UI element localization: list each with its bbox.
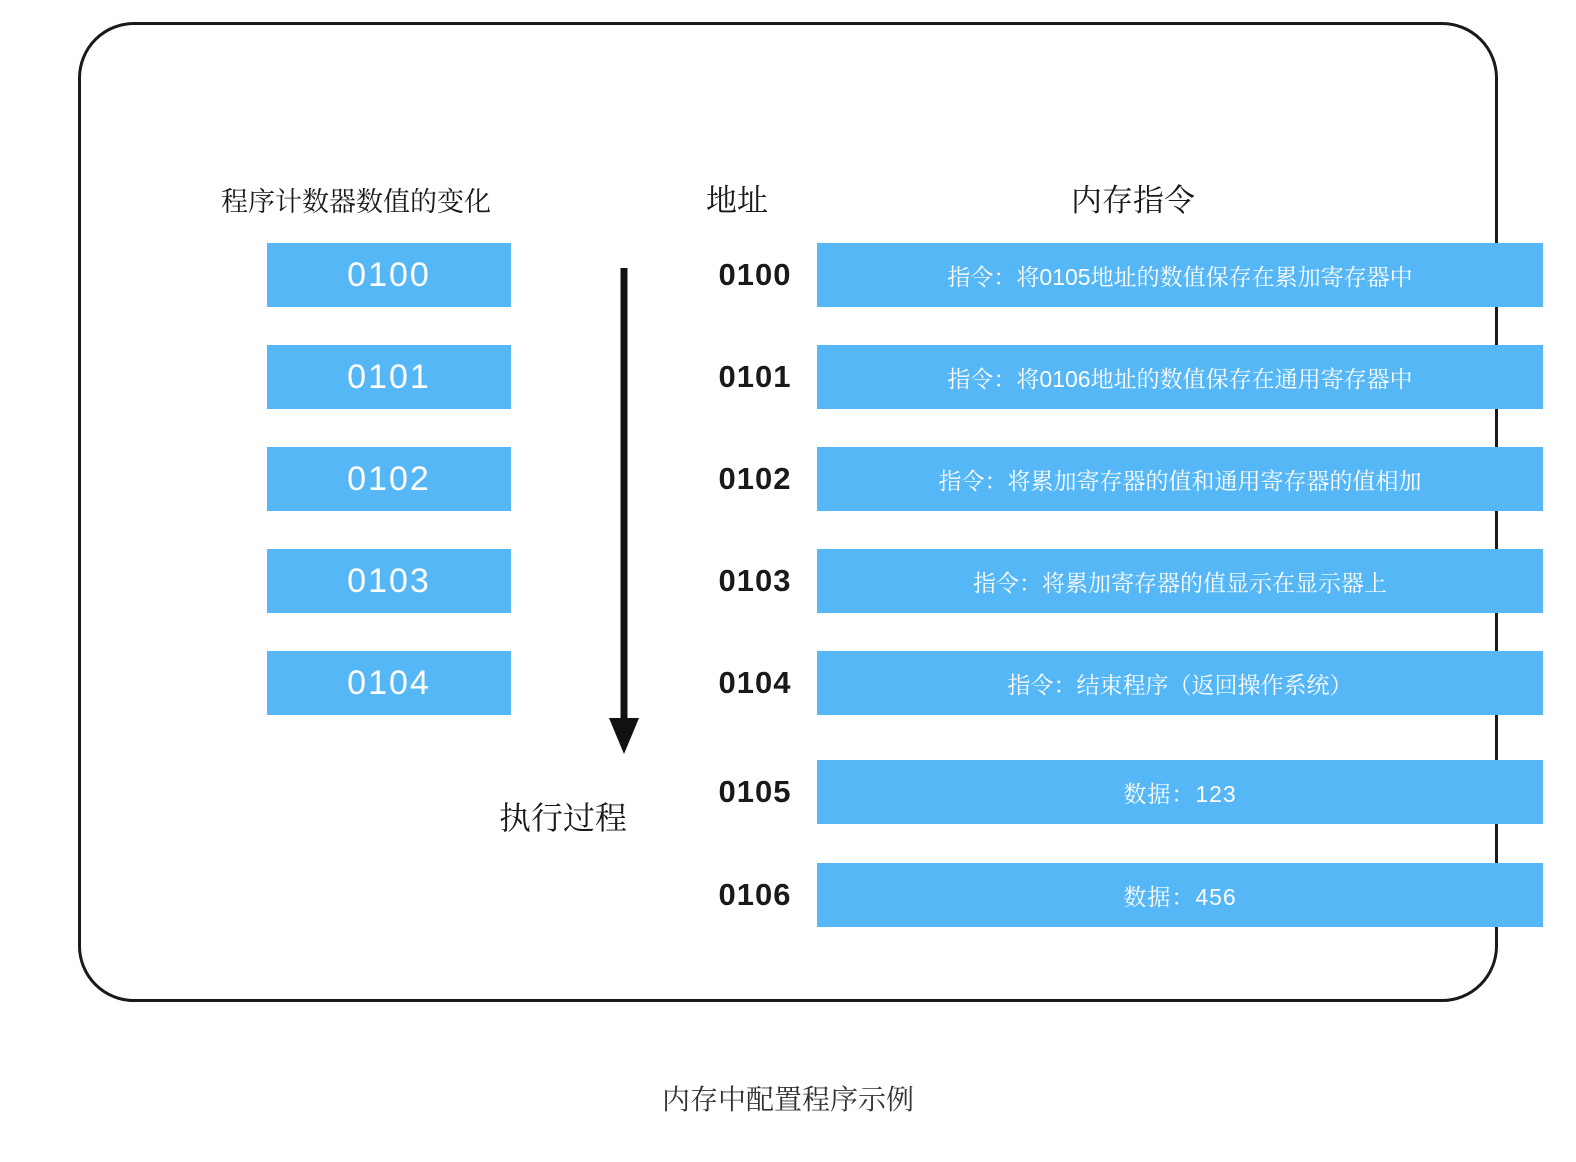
memory-column-header: 内存指令 [1071,183,1195,218]
address-label: 0100 [718,257,792,292]
execution-flow-arrow-icon [606,268,646,758]
address-label: 0106 [718,877,792,912]
memory-row: 指令：将0105地址的数值保存在累加寄存器中 [817,243,1543,307]
diagram-frame [78,22,1498,1002]
pc-value-cell: 0103 [267,549,511,613]
memory-row: 数据：123 [817,760,1543,824]
pc-value-cell: 0102 [267,447,511,511]
address-label: 0105 [718,774,792,809]
pc-value-cell: 0100 [267,243,511,307]
execution-flow-label: 执行过程 [499,800,628,836]
address-label: 0101 [718,359,792,394]
pc-value-cell: 0104 [267,651,511,715]
address-label: 0102 [718,461,792,496]
address-label: 0104 [718,665,792,700]
address-column-header: 地址 [706,183,768,218]
memory-row: 数据：456 [817,863,1543,927]
pc-column-header: 程序计数器数值的变化 [221,187,491,217]
address-label: 0103 [718,563,792,598]
figure-caption: 内存中配置程序示例 [661,1084,914,1115]
memory-row: 指令：将累加寄存器的值和通用寄存器的值相加 [817,447,1543,511]
memory-row: 指令：将累加寄存器的值显示在显示器上 [817,549,1543,613]
memory-row: 指令：将0106地址的数值保存在通用寄存器中 [817,345,1543,409]
pc-value-cell: 0101 [267,345,511,409]
memory-row: 指令：结束程序（返回操作系统） [817,651,1543,715]
